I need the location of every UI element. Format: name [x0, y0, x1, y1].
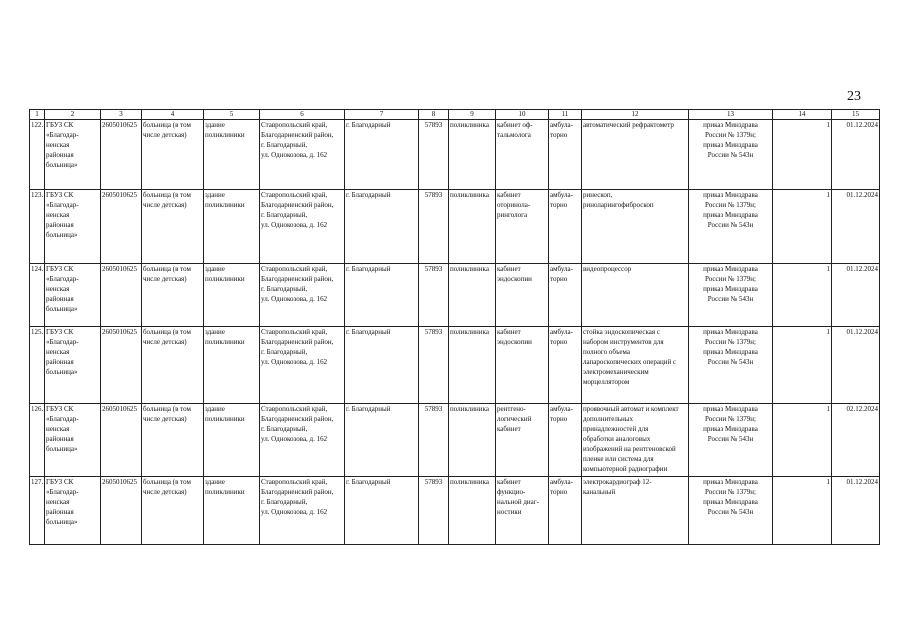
organization-code: 2605010625 [102, 265, 137, 273]
facility-address-cell [260, 190, 345, 264]
quantity-cell [773, 264, 832, 327]
city-name: г. Благодарный [346, 328, 391, 336]
organization-name-cell [45, 477, 101, 545]
city-name-cell [345, 190, 419, 264]
facility-type: больница (в том числе детская) [143, 405, 191, 423]
organization-name: ГБУЗ СК «Благодар- ненская районная больница» [46, 121, 79, 169]
care-type-cell [549, 477, 582, 545]
equipment-name-cell [582, 327, 689, 404]
row-number: 123. [31, 191, 44, 199]
delivery-date: 01.12.2024 [846, 121, 878, 129]
care-type: амбула- торно [550, 121, 573, 139]
care-type: амбула- торно [550, 191, 573, 209]
room-name-cell [496, 404, 549, 477]
delivery-date-cell [832, 477, 880, 545]
column-number-row [30, 110, 880, 120]
facility-address: Ставропольский край, Благодарненский район, г. Благодарный, ул. Однокозова, д. 162 [261, 478, 334, 516]
row-number-cell [30, 264, 45, 327]
city-name: г. Благодарный [346, 265, 391, 273]
building-type: здание поликлиники [205, 265, 245, 283]
facility-address-cell [260, 120, 345, 190]
quantity: 1 [826, 121, 830, 129]
organization-name: ГБУЗ СК «Благодар- ненская районная больница» [46, 191, 79, 239]
column-header: 13 [689, 110, 773, 120]
unit-name: поликлиника [450, 191, 489, 199]
city-name-cell [345, 477, 419, 545]
organization-name-cell [45, 190, 101, 264]
facility-address: Ставропольский край, Благодарненский район, г. Благодарный, ул. Однокозова, д. 162 [261, 328, 334, 366]
organization-name-cell [45, 327, 101, 404]
column-header: 15 [832, 110, 880, 120]
facility-address: Ставропольский край, Благодарненский район, г. Благодарный, ул. Однокозова, д. 162 [261, 265, 334, 303]
facility-address-cell [260, 327, 345, 404]
quantity: 1 [826, 478, 830, 486]
regulation-reference-cell [689, 404, 773, 477]
row-number-cell [30, 327, 45, 404]
row-number: 124. [31, 265, 44, 273]
row-number-cell [30, 190, 45, 264]
column-header: 8 [419, 110, 449, 120]
building-type: здание поликлиники [205, 121, 245, 139]
facility-type-cell [142, 404, 204, 477]
organization-name: ГБУЗ СК «Благодар- ненская районная больница» [46, 328, 79, 376]
column-header: 2 [45, 110, 101, 120]
zip-code-cell [419, 264, 449, 327]
row-number: 127. [31, 478, 44, 486]
quantity: 1 [826, 405, 830, 413]
equipment-name-cell [582, 477, 689, 545]
delivery-date: 01.12.2024 [846, 191, 878, 199]
delivery-date-cell [832, 404, 880, 477]
row-number-cell [30, 120, 45, 190]
building-type-cell [204, 190, 260, 264]
quantity: 1 [826, 191, 830, 199]
table-row [30, 190, 880, 264]
unit-name-cell [449, 327, 496, 404]
facility-type-cell [142, 327, 204, 404]
zip-code-cell [419, 327, 449, 404]
care-type: амбула- торно [550, 328, 573, 346]
room-name: кабинет эндоскопии [497, 265, 532, 283]
care-type: амбула- торно [550, 405, 573, 423]
equipment-name-cell [582, 264, 689, 327]
equipment-name-cell [582, 404, 689, 477]
room-name: кабинет оф- тальмолога [497, 121, 533, 139]
zip-code-cell [419, 477, 449, 545]
column-header: 14 [773, 110, 832, 120]
unit-name-cell [449, 264, 496, 327]
room-name: кабинет оторинола- ринголога [497, 191, 531, 219]
quantity: 1 [826, 265, 830, 273]
zip-code: 57893 [424, 191, 443, 199]
building-type-cell [204, 120, 260, 190]
column-header: 6 [260, 110, 345, 120]
building-type-cell [204, 404, 260, 477]
facility-address-cell [260, 477, 345, 545]
regulation-reference-cell [689, 120, 773, 190]
building-type: здание поликлиники [205, 405, 245, 423]
delivery-date-cell [832, 264, 880, 327]
organization-name-cell [45, 120, 101, 190]
room-name-cell [496, 264, 549, 327]
unit-name: поликлиника [450, 328, 489, 336]
equipment-name: автоматический рефрактометр [583, 121, 674, 129]
city-name: г. Благодарный [346, 405, 391, 413]
delivery-date: 01.12.2024 [846, 265, 878, 273]
column-header: 7 [345, 110, 419, 120]
table-row [30, 477, 880, 545]
zip-code-cell [419, 120, 449, 190]
room-name: рентгено- логический кабинет [497, 405, 532, 433]
facility-type: больница (в том числе детская) [143, 328, 191, 346]
quantity-cell [773, 327, 832, 404]
equipment-name: электрокардиограф 12- канальный [583, 478, 652, 496]
column-header: 12 [582, 110, 689, 120]
care-type: амбула- торно [550, 478, 573, 496]
facility-address-cell [260, 264, 345, 327]
organization-name: ГБУЗ СК «Благодар- ненская районная больница» [46, 405, 79, 453]
room-name: кабинет функцио- нальной диаг- ностики [497, 478, 539, 516]
city-name: г. Благодарный [346, 191, 391, 199]
page-number: 23 [847, 89, 861, 104]
regulation-reference: приказ Минздрава России № 1379н; приказ Минздрава России № 543н [703, 265, 758, 303]
organization-name: ГБУЗ СК «Благодар- ненская районная больница» [46, 265, 79, 313]
row-number: 126. [31, 405, 44, 413]
regulation-reference: приказ Минздрава России № 1379н; приказ Минздрава России № 543н [703, 405, 758, 443]
facility-type-cell [142, 120, 204, 190]
organization-code: 2605010625 [102, 405, 137, 413]
organization-name: ГБУЗ СК «Благодар- ненская районная больница» [46, 478, 79, 526]
organization-code: 2605010625 [102, 328, 137, 336]
city-name-cell [345, 404, 419, 477]
regulation-reference-cell [689, 190, 773, 264]
facility-address: Ставропольский край, Благодарненский район, г. Благодарный, ул. Однокозова, д. 162 [261, 191, 334, 229]
facility-type-cell [142, 477, 204, 545]
organization-code-cell [101, 264, 142, 327]
row-number: 122. [31, 121, 44, 129]
table-row [30, 120, 880, 190]
regulation-reference: приказ Минздрава России № 1379н; приказ Минздрава России № 543н [703, 328, 758, 366]
zip-code-cell [419, 404, 449, 477]
organization-code-cell [101, 120, 142, 190]
unit-name-cell [449, 477, 496, 545]
unit-name-cell [449, 120, 496, 190]
zip-code: 57893 [424, 405, 443, 413]
organization-code-cell [101, 190, 142, 264]
facility-type: больница (в том числе детская) [143, 478, 191, 496]
quantity: 1 [826, 328, 830, 336]
quantity-cell [773, 404, 832, 477]
building-type-cell [204, 477, 260, 545]
facility-type-cell [142, 264, 204, 327]
zip-code: 57893 [424, 478, 443, 486]
column-header: 9 [449, 110, 496, 120]
delivery-date-cell [832, 327, 880, 404]
building-type: здание поликлиники [205, 478, 245, 496]
room-name-cell [496, 120, 549, 190]
column-header: 10 [496, 110, 549, 120]
care-type-cell [549, 190, 582, 264]
table-row [30, 404, 880, 477]
row-number: 125. [31, 328, 44, 336]
city-name-cell [345, 120, 419, 190]
care-type-cell [549, 404, 582, 477]
equipment-name-cell [582, 120, 689, 190]
facility-type: больница (в том числе детская) [143, 265, 191, 283]
room-name: кабинет эндоскопии [497, 328, 532, 346]
room-name-cell [496, 327, 549, 404]
equipment-name: стойка эндоскопическая с набором инструментов для полного объема лапароскопических операций с электромеханическим морцеллятором [583, 328, 677, 386]
facility-type-cell [142, 190, 204, 264]
unit-name: поликлиника [450, 121, 489, 129]
column-header: 4 [142, 110, 204, 120]
city-name-cell [345, 327, 419, 404]
delivery-date: 01.12.2024 [846, 478, 878, 486]
zip-code-cell [419, 190, 449, 264]
regulation-reference-cell [689, 264, 773, 327]
quantity-cell [773, 120, 832, 190]
quantity-cell [773, 477, 832, 545]
facility-type: больница (в том числе детская) [143, 121, 191, 139]
column-header: 3 [101, 110, 142, 120]
equipment-name: ринескоп, риноларингофиброскоп [583, 191, 654, 209]
organization-code: 2605010625 [102, 121, 137, 129]
delivery-date: 01.12.2024 [846, 328, 878, 336]
organization-code-cell [101, 404, 142, 477]
organization-code: 2605010625 [102, 478, 137, 486]
unit-name-cell [449, 190, 496, 264]
row-number-cell [30, 477, 45, 545]
care-type-cell [549, 327, 582, 404]
zip-code: 57893 [424, 121, 443, 129]
zip-code: 57893 [424, 328, 443, 336]
organization-code: 2605010625 [102, 191, 137, 199]
zip-code: 57893 [424, 265, 443, 273]
column-header: 5 [204, 110, 260, 120]
row-number-cell [30, 404, 45, 477]
table-row [30, 327, 880, 404]
facility-address: Ставропольский край, Благодарненский район, г. Благодарный, ул. Однокозова, д. 162 [261, 121, 334, 159]
care-type: амбула- торно [550, 265, 573, 283]
equipment-registry-table [29, 109, 880, 545]
equipment-name: проявочный автомат и комплект дополнительных принадлежностей для обработки аналоговых изображений на рентгеновской пленке или система для компьютерной радиографии [583, 405, 679, 473]
regulation-reference-cell [689, 327, 773, 404]
delivery-date: 02.12.2024 [846, 405, 878, 413]
unit-name-cell [449, 404, 496, 477]
facility-address: Ставропольский край, Благодарненский район, г. Благодарный, ул. Однокозова, д. 162 [261, 405, 334, 443]
table-row [30, 264, 880, 327]
room-name-cell [496, 477, 549, 545]
regulation-reference-cell [689, 477, 773, 545]
building-type-cell [204, 327, 260, 404]
delivery-date-cell [832, 190, 880, 264]
regulation-reference: приказ Минздрава России № 1379н; приказ Минздрава России № 543н [703, 191, 758, 229]
column-header: 11 [549, 110, 582, 120]
delivery-date-cell [832, 120, 880, 190]
care-type-cell [549, 120, 582, 190]
quantity-cell [773, 190, 832, 264]
unit-name: поликлиника [450, 478, 489, 486]
organization-name-cell [45, 264, 101, 327]
building-type: здание поликлиники [205, 328, 245, 346]
equipment-name-cell [582, 190, 689, 264]
room-name-cell [496, 190, 549, 264]
organization-code-cell [101, 477, 142, 545]
organization-name-cell [45, 404, 101, 477]
city-name: г. Благодарный [346, 478, 391, 486]
facility-address-cell [260, 404, 345, 477]
regulation-reference: приказ Минздрава России № 1379н; приказ Минздрава России № 543н [703, 478, 758, 516]
equipment-name: видеопроцессор [583, 265, 632, 273]
organization-code-cell [101, 327, 142, 404]
facility-type: больница (в том числе детская) [143, 191, 191, 209]
regulation-reference: приказ Минздрава России № 1379н; приказ Минздрава России № 543н [703, 121, 758, 159]
unit-name: поликлиника [450, 265, 489, 273]
building-type-cell [204, 264, 260, 327]
care-type-cell [549, 264, 582, 327]
building-type: здание поликлиники [205, 191, 245, 209]
city-name: г. Благодарный [346, 121, 391, 129]
city-name-cell [345, 264, 419, 327]
column-header: 1 [30, 110, 45, 120]
unit-name: поликлиника [450, 405, 489, 413]
